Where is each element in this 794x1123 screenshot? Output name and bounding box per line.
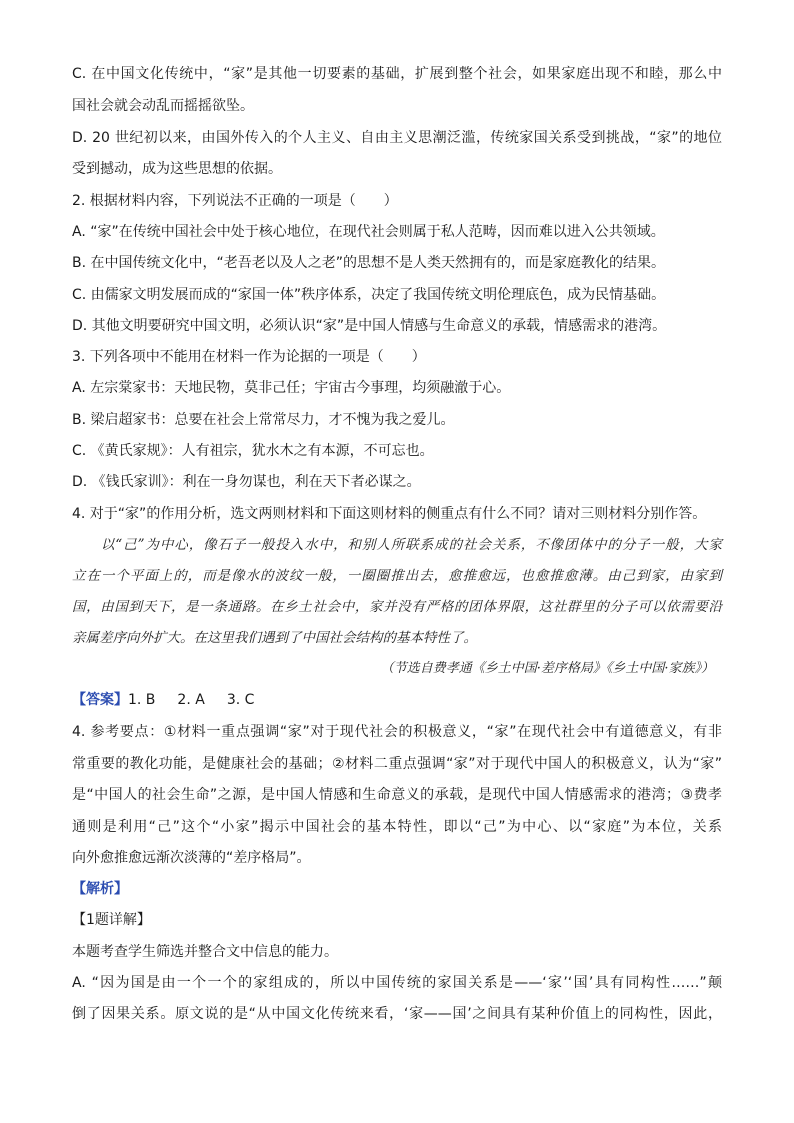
q3-stem: 3. 下列各项中不能用在材料一作为论据的一项是（ ） bbox=[72, 349, 426, 365]
answer-4-line3: 是“中国人的社会生命”之源，是中国人情感和生命意义的承载，是现代中国人情感需求的港湾；③费孝 bbox=[72, 787, 722, 803]
q3-option-a: A. 左宗棠家书：天地民物，莫非己任；宇宙古今事理，均须融澈于心。 bbox=[72, 380, 511, 396]
analysis-intro: 本题考查学生筛选并整合文中信息的能力。 bbox=[72, 944, 338, 960]
analysis-label: 【解析】 bbox=[72, 881, 128, 897]
analysis-a-line2: 倒了因果关系。原文说的是“从中国文化传统来看，‘家——国’之间具有某种价值上的同构性，因此， bbox=[72, 1006, 722, 1022]
q2-option-a: A. “家”在传统中国社会中处于核心地位，在现代社会则属于私人范畴，因而难以进入公共领域。 bbox=[72, 224, 665, 240]
q4-quote-line1: 以“己”为中心，像石子一般投入水中，和别人所联系成的社会关系，不像团体中的分子一般，大家 bbox=[72, 537, 722, 553]
q4-quote-source: （节选自费孝通《乡土中国·差序格局》《乡土中国·家族》） bbox=[380, 661, 714, 676]
q4-quote-line2: 立在一个平面上的，而是像水的波纹一般，一圈圈推出去，愈推愈远，也愈推愈薄。由己到家，由家到 bbox=[72, 568, 722, 584]
q2-option-c: C. 由儒家文明发展而成的“家国一体”秩序体系，决定了我国传统文明伦理底色，成为民情基础。 bbox=[72, 287, 666, 303]
answer-4-line1: 4. 参考要点：①材料一重点强调“家”对于现代社会的积极意义，“家”在现代社会中有道德意义，有非 bbox=[72, 724, 722, 740]
answer-1: 1. B bbox=[128, 692, 156, 708]
q4-quote-line3: 国，由国到天下，是一条通路。在乡土社会中，家并没有严格的团体界限，这社群里的分子可以依需要沿 bbox=[72, 599, 722, 615]
q1-option-d-line1: D. 20 世纪初以来，由国外传入的个人主义、自由主义思潮泛滥，传统家国关系受到挑战，“家”的地位 bbox=[72, 130, 722, 146]
q2-option-b: B. 在中国传统文化中，“老吾老以及人之老”的思想不是人类天然拥有的，而是家庭教化的结果。 bbox=[72, 255, 666, 271]
q3-option-b: B. 梁启超家书：总要在社会上常常尽力，才不愧为我之爱儿。 bbox=[72, 412, 455, 428]
answer-row bbox=[72, 690, 254, 710]
answer-2: 2. A bbox=[177, 692, 205, 708]
answer-3: 3. C bbox=[226, 692, 255, 708]
q1-option-c-line2: 国社会就会动乱而摇摇欲坠。 bbox=[72, 98, 254, 114]
q1-option-d-line2: 受到撼动，成为这些思想的依据。 bbox=[72, 161, 282, 177]
q2-option-d: D. 其他文明要研究中国文明，必须认识“家”是中国人情感与生命意义的承载，情感需求的港湾。 bbox=[72, 318, 667, 334]
q4-quote-line4: 亲属差序向外扩大。在这里我们遇到了中国社会结构的基本特性了。 bbox=[72, 630, 477, 646]
q3-option-c: C. 《黄氏家规》：人有祖宗，犹水木之有本源，不可忘也。 bbox=[72, 443, 434, 459]
analysis-sub-1: 【1题详解】 bbox=[72, 912, 151, 928]
answer-4-line5: 向外愈推愈远渐次淡薄的“差序格局”。 bbox=[72, 850, 311, 866]
q3-option-d: D. 《钱氏家训》：利在一身勿谋也，利在天下者必谋之。 bbox=[72, 474, 421, 490]
q1-option-c-line1: C. 在中国文化传统中，“家”是其他一切要素的基础，扩展到整个社会，如果家庭出现不和睦，那么中 bbox=[72, 66, 722, 82]
analysis-a-line1: A. “因为国是由一个一个的家组成的，所以中国传统的家国关系是——‘家’‘国’具有同构性……”颠 bbox=[72, 975, 722, 991]
q4-stem: 4. 对于“家”的作用分析，选文两则材料和下面这则材料的侧重点有什么不同？请对三则材料分别作答。 bbox=[72, 506, 707, 522]
answer-4-line2: 常重要的教化功能，是健康社会的基础；②材料二重点强调“家”对于现代中国人的积极意义，认为“家” bbox=[72, 756, 722, 772]
answer-label: 【答案】 bbox=[72, 692, 128, 708]
answer-4-line4: 通则是利用“己”这个“小家”揭示中国社会的基本特性，即以“己”为中心、以“家庭”为本位，关系 bbox=[72, 819, 722, 835]
q2-stem: 2. 根据材料内容，下列说法不正确的一项是（ ） bbox=[72, 193, 398, 209]
